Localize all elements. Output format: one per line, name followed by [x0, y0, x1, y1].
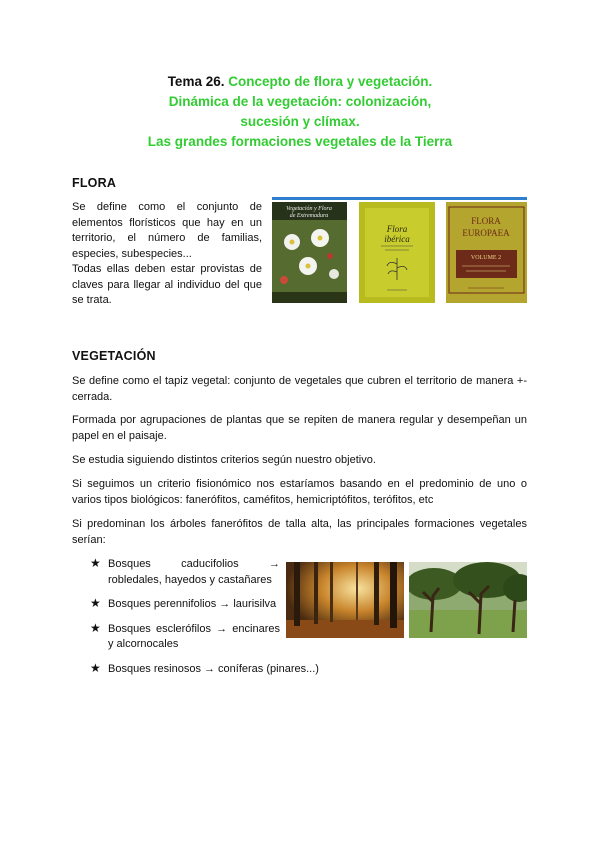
list-item: ★ Bosques resinosos → coníferas (pinares...): [90, 660, 319, 675]
list-item: ★ Bosques esclerófilos → encinares y alcornocales: [90, 620, 280, 650]
star-bullet-icon: ★: [90, 620, 101, 635]
book-cover-vegetacion-flora-extremadura: [272, 202, 347, 303]
vegetacion-fisionomico: Si seguimos un criterio fisionómico nos estaríamos basando en el predominio de uno o varios tipos biológicos: fanerófitos, caméfitos, hemicriptófitos, terófitos, etc: [72, 478, 527, 506]
svg-text:ibérica: ibérica: [384, 234, 410, 244]
vegetacion-heading: VEGETACIÓN: [72, 349, 156, 363]
title-line-2: Dinámica de la vegetación: colonización,: [168, 94, 432, 109]
book-cover-flora-europaea: [446, 202, 527, 303]
title-prefix: Tema 26.: [167, 74, 225, 89]
star-bullet-icon: ★: [90, 660, 101, 675]
flora-definition: Se define como el conjunto de elementos florísticos que hay en un territorio, el número de familias, especies, subespecies...: [72, 201, 262, 260]
title-line-4: Las grandes formaciones vegetales de la Tierra: [147, 134, 453, 149]
title-line-3: sucesión y clímax.: [240, 114, 360, 129]
star-bullet-icon: ★: [90, 556, 101, 570]
flora-heading: FLORA: [72, 176, 117, 190]
formaciones-list: [90, 556, 319, 686]
vegetacion-criterios: Se estudia siguiendo distintos criterios según nuestro objetivo.: [72, 454, 376, 466]
svg-text:FLORA: FLORA: [471, 216, 501, 226]
list-item: ★ Bosques caducifolios → robledales, hayedos y castañares: [90, 556, 280, 586]
vegetacion-agrupaciones: Formada por agrupaciones de plantas que se repiten de manera regular y desempeñan un papel en el paisaje.: [72, 414, 527, 442]
title-line-1: Concepto de flora y vegetación.: [228, 74, 433, 89]
flora-books-image: [272, 197, 527, 305]
sclerophyll-forest-photo: [409, 562, 527, 638]
deciduous-forest-photo: [286, 562, 404, 638]
list-item: ★ Bosques perennifolios → laurisilva: [90, 596, 277, 610]
vegetacion-formaciones-intro: Si predominan los árboles fanerófitos de talla alta, las principales formaciones vegetales serían:: [72, 518, 527, 546]
vegetacion-definition: Se define como el tapiz vegetal: conjunto de vegetales que cubren el territorio de manera +- cerrada.: [72, 375, 527, 403]
svg-text:Vegetación y Flora: Vegetación y Flora: [286, 206, 332, 212]
document-title: [0, 72, 600, 152]
book-cover-flora-iberica: [359, 202, 435, 303]
image-top-rule: [272, 197, 527, 200]
svg-text:Flora: Flora: [386, 224, 408, 234]
star-bullet-icon: ★: [90, 596, 101, 610]
svg-text:EUROPAEA: EUROPAEA: [462, 228, 510, 238]
svg-text:VOLUME 2: VOLUME 2: [470, 255, 502, 261]
svg-text:de Extremadura: de Extremadura: [289, 213, 329, 219]
flora-keys-text: Todas ellas deben estar provistas de claves para llegar al individuo del que se trata.: [72, 263, 262, 306]
